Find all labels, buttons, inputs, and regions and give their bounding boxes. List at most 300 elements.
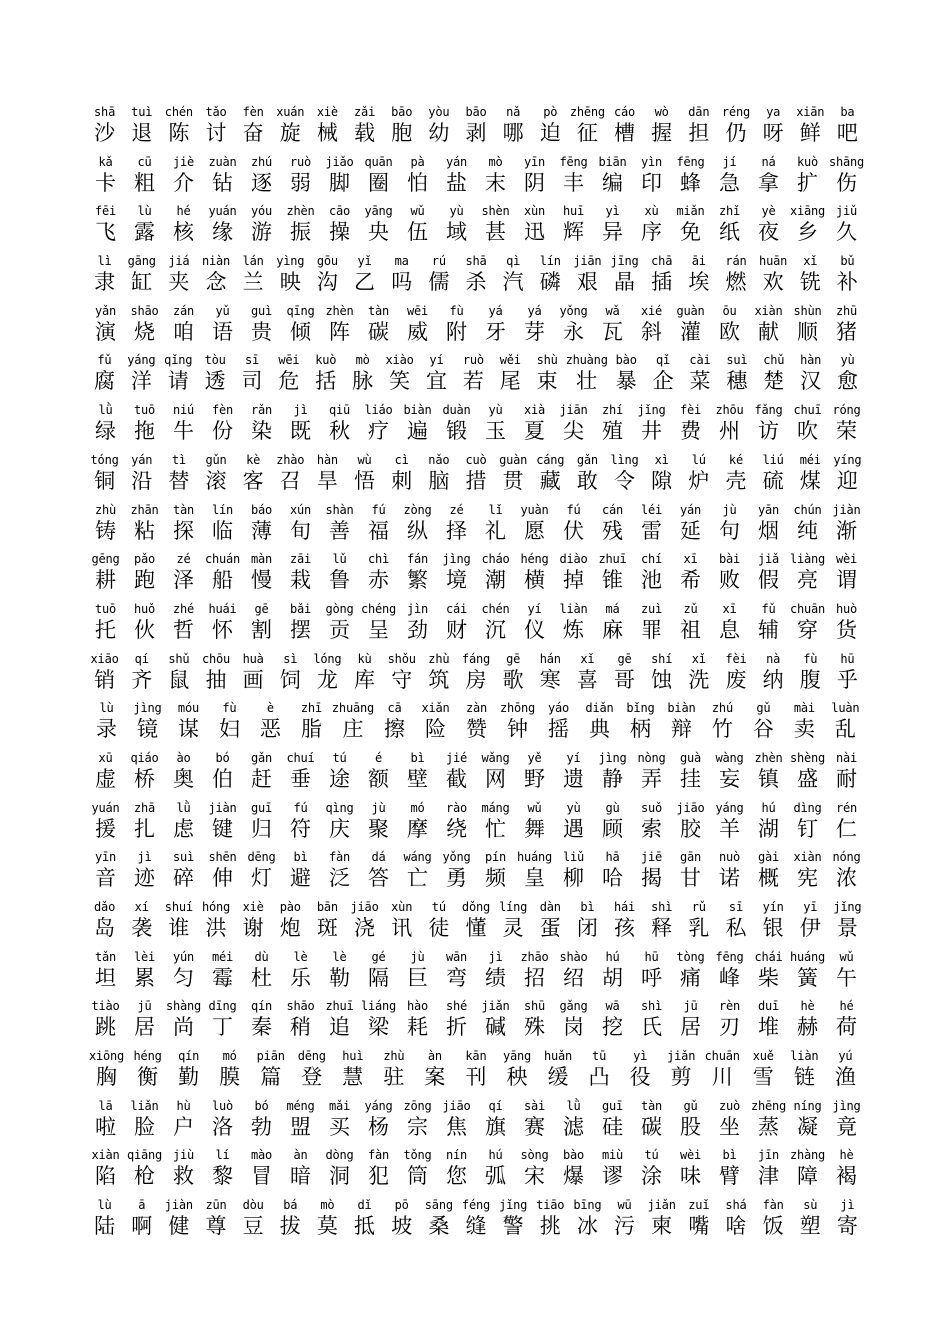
- pinyin-label: lì: [97, 254, 112, 269]
- character-cell: [346, 651, 383, 701]
- character-cell: [203, 949, 242, 999]
- character-cell: [197, 1197, 234, 1247]
- hanzi-character: 芽: [524, 319, 545, 344]
- character-cell: [160, 1197, 197, 1247]
- character-cell: [671, 154, 710, 204]
- hanzi-character: 殊: [524, 1015, 545, 1040]
- character-cell: [680, 253, 717, 303]
- pinyin-label: mài: [793, 701, 815, 716]
- pinyin-label: níng: [793, 1098, 822, 1113]
- pinyin-label: fù: [803, 651, 818, 666]
- character-row: [86, 998, 866, 1048]
- pinyin-label: lǐ: [488, 502, 503, 517]
- pinyin-label: sī: [244, 353, 260, 368]
- pinyin-label: róng: [832, 403, 861, 418]
- character-cell: [281, 502, 320, 552]
- hanzi-character: 渔: [834, 1065, 856, 1090]
- character-cell: [281, 1147, 320, 1197]
- character-cell: [164, 601, 203, 651]
- hanzi-character: 怀: [212, 617, 233, 642]
- hanzi-character: 缸: [131, 270, 153, 295]
- character-cell: [792, 1197, 829, 1247]
- pinyin-label: zuǐ: [688, 1198, 710, 1213]
- hanzi-character: 繁: [407, 568, 428, 593]
- pinyin-label: lè: [293, 949, 308, 964]
- hanzi-character: 宋: [524, 1164, 545, 1189]
- pinyin-label: shí: [651, 651, 673, 666]
- pinyin-label: lán: [242, 254, 264, 269]
- character-cell: [710, 502, 749, 552]
- pinyin-label: wǔ: [410, 204, 425, 219]
- hanzi-character: 截: [446, 766, 467, 791]
- hanzi-character: 贯: [502, 468, 524, 493]
- character-cell: [476, 800, 515, 850]
- character-cell: [457, 1197, 494, 1247]
- character-cell: [164, 750, 203, 800]
- pinyin-label: huì: [342, 1049, 364, 1064]
- pinyin-label: gǎng: [559, 999, 588, 1014]
- character-cell: [569, 1197, 606, 1247]
- character-cell: [86, 551, 125, 601]
- character-cell: [203, 551, 242, 601]
- pinyin-label: qí: [134, 651, 149, 666]
- pinyin-label: yuàn: [520, 502, 549, 517]
- pinyin-label: zán: [172, 303, 195, 318]
- hanzi-character: 括: [315, 369, 337, 394]
- pinyin-label: zōng: [403, 1098, 432, 1113]
- pinyin-label: fú: [371, 502, 386, 517]
- character-cell: [359, 551, 398, 601]
- pinyin-label: jù: [371, 800, 386, 815]
- pinyin-label: shā: [94, 105, 116, 119]
- character-cell: [86, 1147, 125, 1197]
- pinyin-label: zhuàng: [565, 353, 608, 368]
- pinyin-label: zhī: [300, 701, 322, 716]
- hanzi-character: 插: [651, 270, 673, 295]
- pinyin-label: jiù: [172, 1148, 195, 1163]
- character-cell: [710, 800, 749, 850]
- pinyin-label: qín: [178, 1049, 200, 1064]
- pinyin-label: rǎn: [250, 403, 273, 418]
- hanzi-character: 挂: [680, 766, 701, 791]
- hanzi-character: 扎: [134, 816, 155, 841]
- pinyin-label: yí: [566, 750, 581, 765]
- pinyin-label: yòu: [428, 105, 450, 119]
- character-cell: [827, 402, 866, 452]
- pinyin-label: jiǎn: [647, 1198, 676, 1213]
- hanzi-character: 斑: [316, 916, 338, 940]
- character-cell: [86, 352, 123, 402]
- hanzi-character: 福: [368, 518, 389, 543]
- hanzi-character: 愿: [524, 518, 545, 543]
- hanzi-character: 壳: [725, 468, 747, 493]
- pinyin-label: bān: [316, 900, 338, 914]
- hanzi-character: 仍: [725, 121, 747, 145]
- pinyin-label: dǎo: [94, 900, 116, 914]
- character-cell: [383, 651, 420, 701]
- pinyin-label: lèi: [133, 949, 156, 964]
- character-cell: [554, 998, 593, 1048]
- character-cell: [86, 253, 123, 303]
- hanzi-character: 符: [290, 816, 311, 841]
- pinyin-label: gǎn: [576, 452, 598, 467]
- pinyin-label: zhú: [711, 701, 733, 716]
- hanzi-character: 呼: [641, 965, 662, 990]
- character-cell: [492, 352, 529, 402]
- pinyin-label: máng: [481, 800, 510, 815]
- pinyin-label: xùn: [523, 204, 546, 219]
- character-cell: [643, 1197, 680, 1247]
- character-cell: [320, 154, 359, 204]
- pinyin-label: tàn: [640, 1098, 663, 1113]
- character-cell: [532, 452, 569, 502]
- pinyin-label: fù: [222, 701, 237, 716]
- pinyin-label: báo: [250, 502, 273, 517]
- hanzi-character: 吹: [797, 419, 818, 444]
- character-cell: [554, 1147, 593, 1197]
- hanzi-character: 赶: [251, 766, 272, 791]
- hanzi-character: 景: [836, 916, 858, 940]
- pinyin-label: chái: [754, 949, 783, 964]
- character-cell: [168, 700, 209, 750]
- pinyin-label: lù: [97, 1198, 112, 1213]
- character-cell: [197, 104, 234, 154]
- hanzi-character: 阵: [329, 319, 350, 344]
- pinyin-label: yì: [605, 204, 620, 219]
- pinyin-label: jìng: [133, 701, 162, 716]
- hanzi-character: 伤: [836, 170, 857, 195]
- character-row: [86, 154, 866, 204]
- hanzi-character: 哈: [602, 866, 623, 891]
- pinyin-label: hào: [406, 999, 429, 1014]
- hanzi-character: 沉: [485, 617, 506, 642]
- hanzi-character: 豆: [242, 1214, 264, 1239]
- hanzi-character: 句: [719, 518, 740, 543]
- character-cell: [168, 1048, 209, 1098]
- hanzi-character: 避: [290, 866, 311, 891]
- hanzi-character: 冰: [576, 1214, 598, 1239]
- pinyin-label: shào: [559, 949, 588, 964]
- character-cell: [437, 203, 476, 253]
- pinyin-label: tǎn: [94, 949, 117, 964]
- pinyin-label: lù: [99, 701, 114, 716]
- character-cell: [532, 104, 569, 154]
- character-cell: [418, 352, 455, 402]
- hanzi-character: 败: [719, 568, 740, 593]
- character-cell: [632, 949, 671, 999]
- character-cell: [125, 502, 164, 552]
- character-cell: [749, 998, 788, 1048]
- character-cell: [86, 154, 125, 204]
- pinyin-label: shù: [536, 353, 558, 368]
- pinyin-label: ā: [138, 1198, 146, 1213]
- character-cell: [127, 1048, 168, 1098]
- character-cell: [755, 651, 792, 701]
- character-cell: [710, 998, 749, 1048]
- character-cell: [272, 899, 309, 949]
- hanzi-character: 亮: [797, 568, 818, 593]
- hanzi-character: 跳: [95, 1015, 116, 1040]
- character-cell: [160, 452, 197, 502]
- pinyin-label: lóng: [313, 651, 342, 666]
- hanzi-character: 印: [641, 170, 662, 195]
- hanzi-character: 迎: [836, 468, 858, 493]
- character-row: [86, 551, 866, 601]
- pinyin-label: zhēng: [569, 105, 605, 119]
- pinyin-label: zàn: [465, 701, 488, 716]
- pinyin-label: bǐng: [626, 701, 655, 716]
- pinyin-label: fú: [566, 502, 581, 517]
- character-cell: [203, 800, 242, 850]
- hanzi-character: 槽: [614, 121, 636, 145]
- hanzi-character: 勤: [178, 1065, 200, 1090]
- character-cell: [437, 1098, 476, 1148]
- pinyin-label: xī: [683, 552, 698, 567]
- hanzi-character: 陈: [168, 121, 190, 145]
- character-row: [86, 452, 866, 502]
- hanzi-character: 尖: [563, 419, 584, 444]
- hanzi-character: 纵: [407, 518, 428, 543]
- pinyin-label: zhǐ: [718, 204, 741, 219]
- pinyin-label: zuò: [718, 1098, 741, 1113]
- character-cell: [86, 750, 125, 800]
- hanzi-character: 束: [536, 369, 558, 394]
- pinyin-label: yīn: [94, 850, 117, 865]
- hanzi-character: 甚: [485, 220, 506, 245]
- character-cell: [788, 502, 827, 552]
- pinyin-label: yóu: [250, 204, 273, 219]
- hanzi-character: 跑: [134, 568, 155, 593]
- pinyin-label: xǐ: [580, 651, 595, 666]
- pinyin-label: ma: [394, 254, 409, 269]
- character-cell: [272, 651, 309, 701]
- character-cell: [160, 899, 197, 949]
- pinyin-label: pín: [484, 850, 507, 865]
- hanzi-character: 案: [424, 1065, 446, 1090]
- pinyin-label: chén: [481, 601, 510, 616]
- hanzi-character: 汉: [800, 369, 822, 394]
- pinyin-label: huáng: [789, 949, 826, 964]
- hanzi-character: 核: [173, 220, 194, 245]
- character-cell: [359, 154, 398, 204]
- hanzi-character: 既: [290, 419, 311, 444]
- pinyin-label: jìng: [832, 1098, 861, 1113]
- hanzi-character: 援: [95, 816, 116, 841]
- pinyin-label: huǒ: [133, 601, 156, 616]
- hanzi-character: 柄: [629, 717, 651, 742]
- character-cell: [164, 303, 203, 353]
- hanzi-character: 刃: [719, 1015, 740, 1040]
- hanzi-character: 弱: [290, 170, 311, 195]
- pinyin-label: jiàn: [164, 1198, 193, 1213]
- character-cell: [437, 800, 476, 850]
- hanzi-character: 楚: [763, 369, 785, 394]
- pinyin-label: jì: [488, 949, 503, 964]
- hanzi-character: 燃: [725, 270, 747, 295]
- pinyin-label: cì: [394, 452, 409, 467]
- character-cell: [281, 949, 320, 999]
- hanzi-character: 壮: [576, 369, 598, 394]
- character-cell: [792, 651, 829, 701]
- pinyin-label: héng: [133, 1049, 162, 1064]
- pinyin-label: zhào: [276, 452, 305, 467]
- pinyin-label: bǔ: [840, 254, 855, 269]
- character-row: [86, 601, 866, 651]
- pinyin-label: xiè: [242, 900, 264, 914]
- character-row: [86, 700, 866, 750]
- pinyin-label: duàn: [442, 403, 471, 418]
- pinyin-label: chéng: [360, 601, 397, 616]
- pinyin-label: yán: [445, 154, 468, 169]
- hanzi-character: 纳: [762, 667, 784, 692]
- hanzi-character: 勇: [446, 866, 467, 891]
- hanzi-character: 啦: [95, 1114, 116, 1139]
- character-cell: [414, 1048, 455, 1098]
- hanzi-character: 钻: [212, 170, 233, 195]
- hanzi-character: 拖: [134, 419, 155, 444]
- character-cell: [680, 651, 717, 701]
- character-cell: [374, 700, 415, 750]
- hanzi-character: 横: [524, 568, 545, 593]
- pinyin-label: fēng: [676, 154, 705, 169]
- pinyin-label: rén: [835, 800, 858, 815]
- pinyin-label: fèi: [679, 403, 702, 418]
- character-cell: [515, 998, 554, 1048]
- character-cell: [827, 800, 866, 850]
- character-cell: [437, 998, 476, 1048]
- character-cell: [437, 502, 476, 552]
- hanzi-character: 央: [368, 220, 389, 245]
- pinyin-label: shū: [523, 999, 546, 1014]
- pinyin-label: mò: [355, 353, 370, 368]
- pinyin-label: jìng: [442, 552, 471, 567]
- character-cell: [788, 849, 827, 899]
- pinyin-label: ya: [766, 105, 781, 119]
- pinyin-label: shā: [465, 254, 487, 269]
- hanzi-character: 奥: [173, 766, 194, 791]
- hanzi-character: 索: [641, 816, 662, 841]
- pinyin-label: luàn: [831, 701, 860, 716]
- character-cell: [829, 899, 866, 949]
- pinyin-label: jù: [410, 949, 425, 964]
- pinyin-label: yāng: [364, 204, 393, 219]
- character-cell: [125, 551, 164, 601]
- character-cell: [827, 303, 866, 353]
- hanzi-character: 企: [652, 369, 674, 394]
- pinyin-label: yán: [131, 452, 153, 467]
- character-cell: [164, 402, 203, 452]
- character-cell: [235, 104, 272, 154]
- pinyin-label: bǎi: [289, 601, 312, 616]
- pinyin-label: gǔn: [205, 452, 227, 467]
- character-cell: [710, 1147, 749, 1197]
- hanzi-character: 尚: [173, 1015, 194, 1040]
- pinyin-label: dàn: [539, 900, 561, 914]
- character-cell: [125, 1098, 164, 1148]
- pinyin-label: yǒng: [442, 850, 471, 865]
- hanzi-character: 顾: [602, 816, 623, 841]
- pinyin-label: shé: [445, 999, 468, 1014]
- hanzi-character: 摆: [290, 617, 311, 642]
- character-cell: [515, 154, 554, 204]
- pinyin-label: hàn: [800, 353, 822, 368]
- pinyin-label: pò: [543, 105, 558, 119]
- character-cell: [593, 750, 632, 800]
- pinyin-label: mǎi: [328, 1098, 351, 1113]
- hanzi-character: 舞: [524, 816, 545, 841]
- character-cell: [554, 203, 593, 253]
- character-cell: [554, 154, 593, 204]
- character-cell: [437, 949, 476, 999]
- character-cell: [86, 1197, 123, 1247]
- hanzi-character: 货: [836, 617, 857, 642]
- hanzi-character: 亡: [407, 866, 428, 891]
- pinyin-label: bì: [722, 1148, 737, 1163]
- hanzi-character: 褐: [836, 1164, 857, 1189]
- pinyin-label: yè: [761, 204, 776, 219]
- pinyin-label: fēng: [715, 949, 744, 964]
- pinyin-label: cāo: [328, 204, 351, 219]
- pinyin-label: dòu: [242, 1198, 264, 1213]
- character-cell: [203, 203, 242, 253]
- hanzi-character: 儒: [428, 270, 450, 295]
- character-cell: [281, 1098, 320, 1148]
- hanzi-character: 镇: [758, 766, 779, 791]
- hanzi-character: 额: [368, 766, 389, 791]
- pinyin-label: yuán: [91, 800, 120, 815]
- pinyin-label: zé: [449, 502, 464, 517]
- pinyin-label: qiáo: [130, 750, 159, 765]
- character-cell: [86, 402, 125, 452]
- character-cell: [309, 1197, 346, 1247]
- character-cell: [160, 104, 197, 154]
- hanzi-character: 逐: [251, 170, 272, 195]
- pinyin-label: hū: [840, 651, 855, 666]
- character-cell: [620, 1048, 661, 1098]
- character-cell: [125, 949, 164, 999]
- hanzi-character: 库: [354, 667, 376, 692]
- pinyin-label: jiǎo: [325, 154, 354, 169]
- pinyin-label: huái: [208, 601, 237, 616]
- hanzi-character: 焦: [446, 1114, 467, 1139]
- character-cell: [242, 1147, 281, 1197]
- pinyin-label: gé: [371, 949, 386, 964]
- hanzi-character: 聚: [368, 816, 389, 841]
- pinyin-label: shèng: [789, 750, 826, 765]
- character-cell: [661, 700, 702, 750]
- pinyin-label: kuò: [796, 154, 819, 169]
- hanzi-character: 露: [134, 220, 155, 245]
- hanzi-character: 累: [134, 965, 155, 990]
- hanzi-character: 买: [329, 1114, 350, 1139]
- character-cell: [749, 601, 788, 651]
- hanzi-character: 慧: [342, 1065, 364, 1090]
- pinyin-label: jìn: [406, 601, 429, 616]
- character-cell: [346, 899, 383, 949]
- pinyin-label: lǔ: [332, 552, 347, 567]
- pinyin-label: ruò: [462, 353, 484, 368]
- character-cell: [309, 104, 346, 154]
- character-cell: [398, 849, 437, 899]
- character-cell: [632, 800, 671, 850]
- pinyin-label: hú: [605, 949, 620, 964]
- pinyin-label: ba: [840, 105, 855, 119]
- pinyin-label: gòng: [325, 601, 354, 616]
- hanzi-character: 劲: [407, 617, 428, 642]
- character-cell: [717, 452, 754, 502]
- character-cell: [281, 750, 320, 800]
- character-cell: [86, 1048, 127, 1098]
